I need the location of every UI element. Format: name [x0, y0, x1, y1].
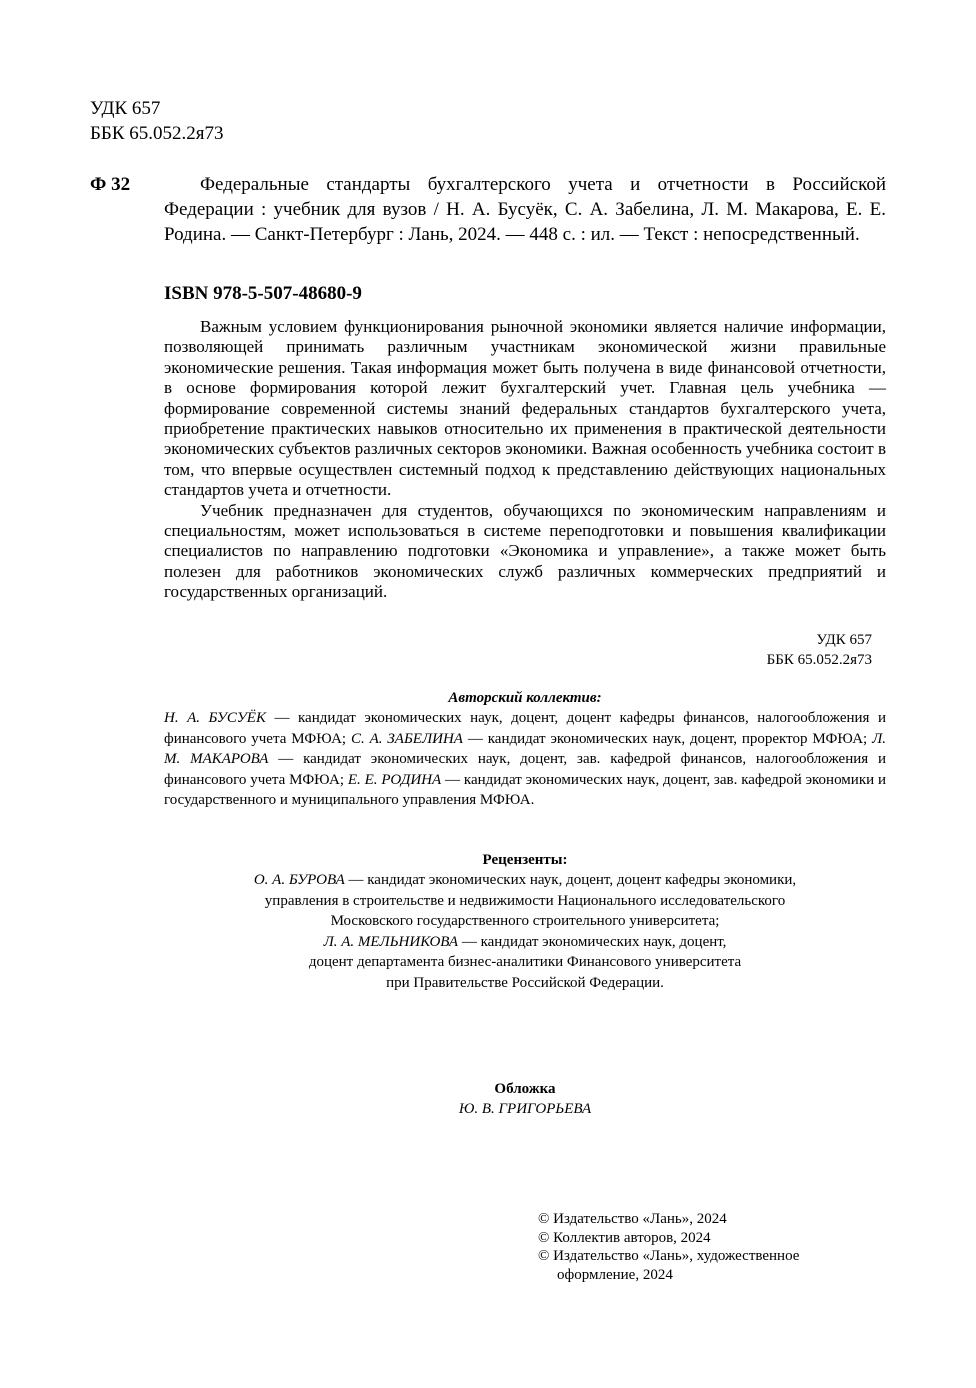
reviewer-line: [164, 870, 886, 891]
author-mark: Ф 32: [90, 174, 131, 195]
author-name: Н. А. БУСУЁК: [164, 710, 266, 726]
isbn: ISBN 978-5-507-48680-9: [164, 283, 362, 304]
author-name: Е. Е. РОДИНА: [347, 771, 442, 788]
cover-heading: Обложка: [494, 1081, 556, 1097]
author-description: — кандидат экономических наук, доцент, зав. кафедрой экономики и государственного и муниципального управления МФЮА.: [164, 771, 887, 808]
bbk-code: ББК 65.052.2я73: [90, 123, 224, 144]
copyright-line: © Издательство «Лань», 2024: [538, 1211, 727, 1227]
reviewer-name: Л. А. МЕЛЬНИКОВА: [323, 933, 459, 950]
reviewers-heading: Рецензенты:: [482, 852, 568, 868]
reviewer-line: Московского государственного строительного университета;: [330, 913, 720, 929]
reviewer-line: доцент департамента бизнес-аналитики Финансового университета: [308, 954, 742, 970]
annotation: [164, 317, 886, 603]
copyright-line: © Коллектив авторов, 2024: [538, 1229, 711, 1246]
authors-heading: Авторский коллектив:: [448, 690, 602, 706]
classification-block-bottom: [720, 630, 872, 670]
bibliographic-record: Федеральные стандарты бухгалтерского учета и отчетности в Российской Федерации : учебник для вузов / Н. А. Бусуёк, С. А. Забелина, Л. М. Макарова, Е. Е. Родина. — Санкт-Петербург : Лань, 2024. — 448 с. : ил. — Текст : непосредственный.: [164, 174, 886, 245]
annotation-paragraph: Учебник предназначен для студентов, обучающихся по экономическим направлениям и специальностям, может использоваться в системе переподготовки и повышения квалификации специалистов по направлению подготовки «Экономика и управление», а также может быть полезен для работников экономических служб различных коммерческих предприятий и государственных организаций.: [164, 500, 886, 602]
reviewer-line: при Правительстве Российской Федерации.: [386, 974, 664, 991]
bbk-code: ББК 65.052.2я73: [766, 652, 872, 668]
authors-list: [164, 708, 886, 811]
author-description: — кандидат экономических наук, доцент, доцент кафедры финансов, налогообложения и финансового учета МФЮА;: [164, 710, 886, 747]
reviewer-description: — кандидат экономических наук, доцент,: [458, 933, 727, 950]
author-description: — кандидат экономических наук, доцент, зав. кафедрой финансов, налогообложения и финансового учета МФЮА;: [164, 751, 887, 788]
reviewer-line: [164, 932, 886, 953]
cover-designer: Ю. В. ГРИГОРЬЕВА: [458, 1101, 592, 1117]
classification-block: [90, 96, 223, 146]
copyright-line: © Издательство «Лань», художественное: [538, 1248, 800, 1264]
author-name: С. А. ЗАБЕЛИНА: [350, 730, 463, 747]
udk-code: УДК 657: [90, 98, 161, 119]
copyright-block: [538, 1210, 799, 1284]
annotation-paragraph: Важным условием функционирования рыночной экономики является наличие информации, позволяющей принимать различным участникам экономической жизни правильные экономические решения. Такая информация может быть получена в виде финансовой отчетности, в основе формирования которой лежит бухгалтерский учет. Главная цель учебника — формирование современной системы знаний федеральных стандартов бухгалтерского учета, приобретение практических навыков относительно их применения в практической деятельности экономических субъектов различных секторов экономики. Важная особенность учебника состоит в том, что впервые осуществлен системный подход к представлению действующих национальных стандартов учета и отчетности.: [164, 317, 886, 500]
author-description: — кандидат экономических наук, доцент, проректор МФЮА;: [462, 730, 873, 747]
reviewer-description: — кандидат экономических наук, доцент, доцент кафедры экономики,: [344, 872, 797, 888]
author-name: Л. М. МАКАРОВА: [164, 730, 886, 767]
copyright-line: оформление, 2024: [557, 1266, 673, 1283]
reviewers-list: [164, 870, 886, 993]
reviewer-name: О. А. БУРОВА: [253, 872, 345, 888]
udk-code: УДК 657: [816, 632, 872, 648]
reviewer-line: управления в строительстве и недвижимости Национального исследовательского: [264, 892, 786, 909]
